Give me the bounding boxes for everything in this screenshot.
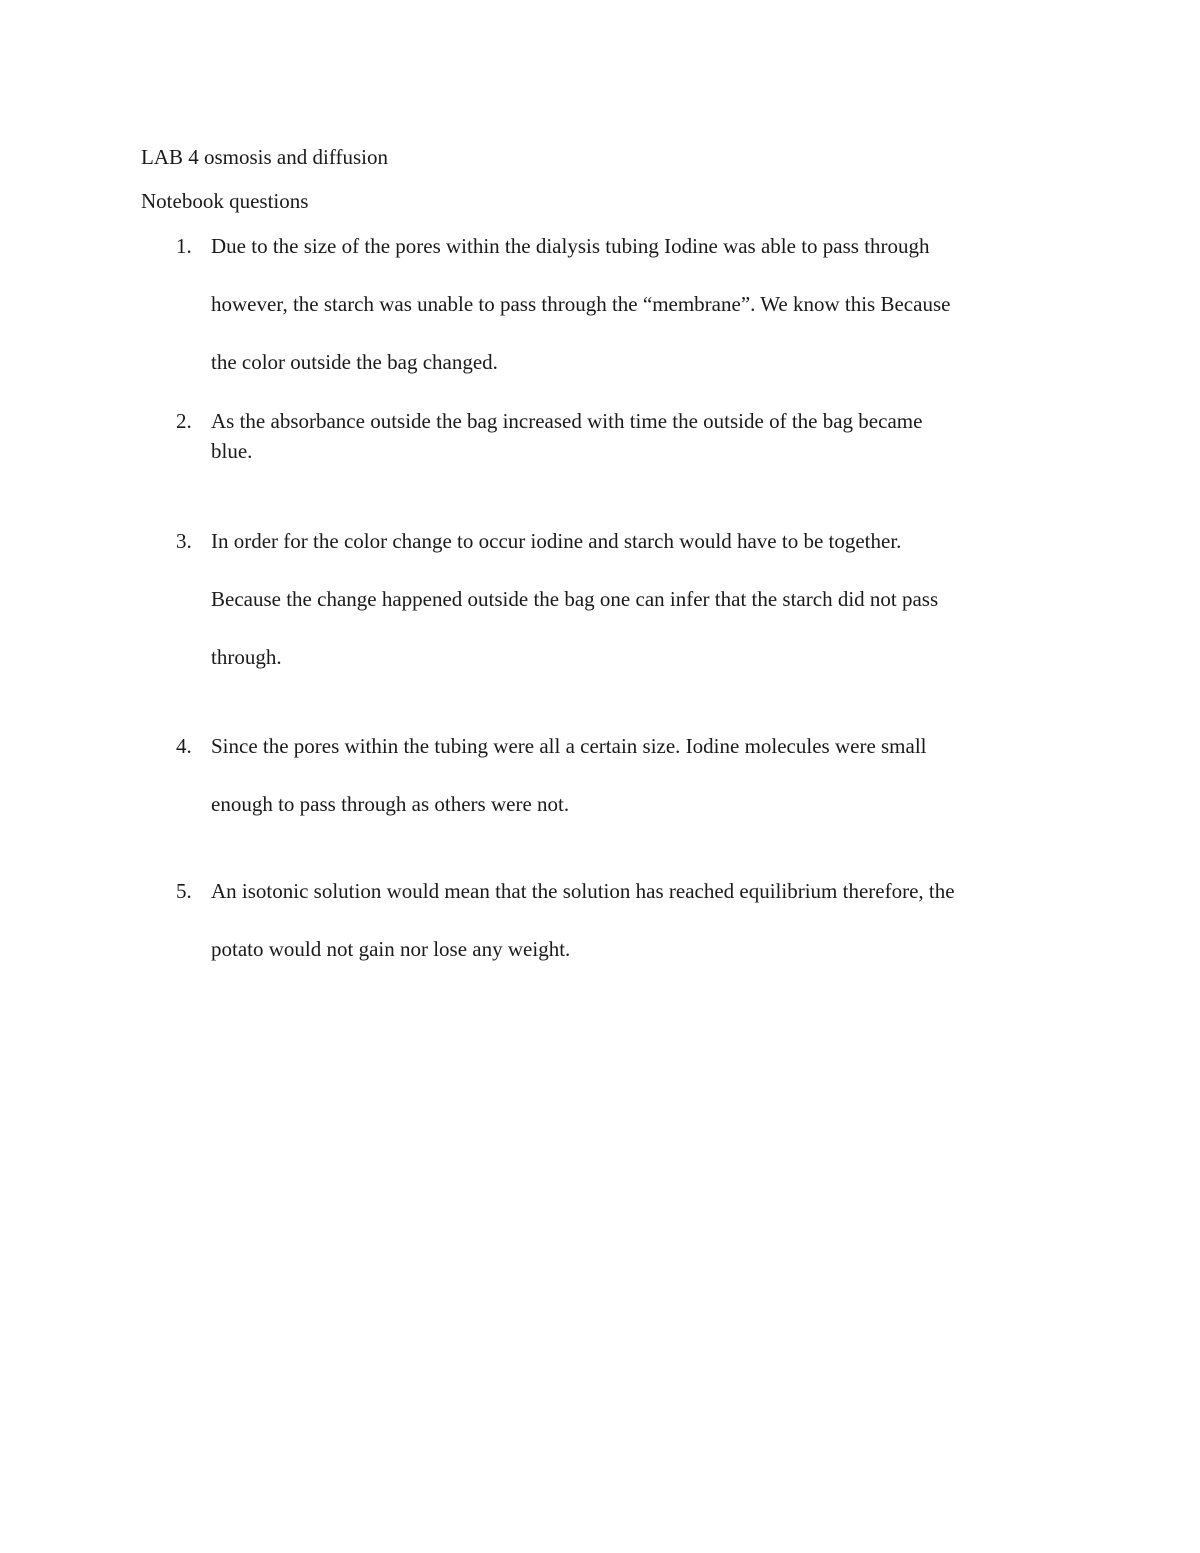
text-line: potato would not gain nor lose any weight. (211, 937, 571, 961)
text-line: In order for the color change to occur iodine and starch would have to be together. (211, 529, 902, 553)
text-line: Due to the size of the pores within the dialysis tubing Iodine was able to pass through (211, 234, 930, 258)
list-item-number: 3. (176, 529, 192, 553)
document-subtitle: Notebook questions (141, 189, 309, 213)
text-line: blue. (211, 439, 253, 463)
text-line: through. (211, 645, 282, 669)
text-line: Because the change happened outside the bag one can infer that the starch did not pass (211, 587, 939, 611)
text-line: however, the starch was unable to pass through the “membrane”. We know this Because (211, 292, 951, 316)
list-item-number: 5. (176, 879, 192, 903)
list-item-text (211, 406, 1056, 466)
list-item-text (211, 217, 1056, 391)
list-item-number: 4. (176, 734, 192, 758)
list-item-number: 1. (176, 234, 192, 258)
text-line: An isotonic solution would mean that the solution has reached equilibrium therefore, the (211, 879, 955, 903)
text-line: enough to pass through as others were not. (211, 792, 570, 816)
document-title: LAB 4 osmosis and diffusion (141, 145, 388, 169)
list-item-text (211, 717, 1056, 833)
list-item-text (211, 862, 1056, 978)
text-line: Since the pores within the tubing were all a certain size. Iodine molecules were small (211, 734, 927, 758)
list-item-number: 2. (176, 409, 192, 433)
text-line: the color outside the bag changed. (211, 350, 498, 374)
list-item-text (211, 512, 1056, 686)
text-line: As the absorbance outside the bag increased with time the outside of the bag became (211, 409, 923, 433)
